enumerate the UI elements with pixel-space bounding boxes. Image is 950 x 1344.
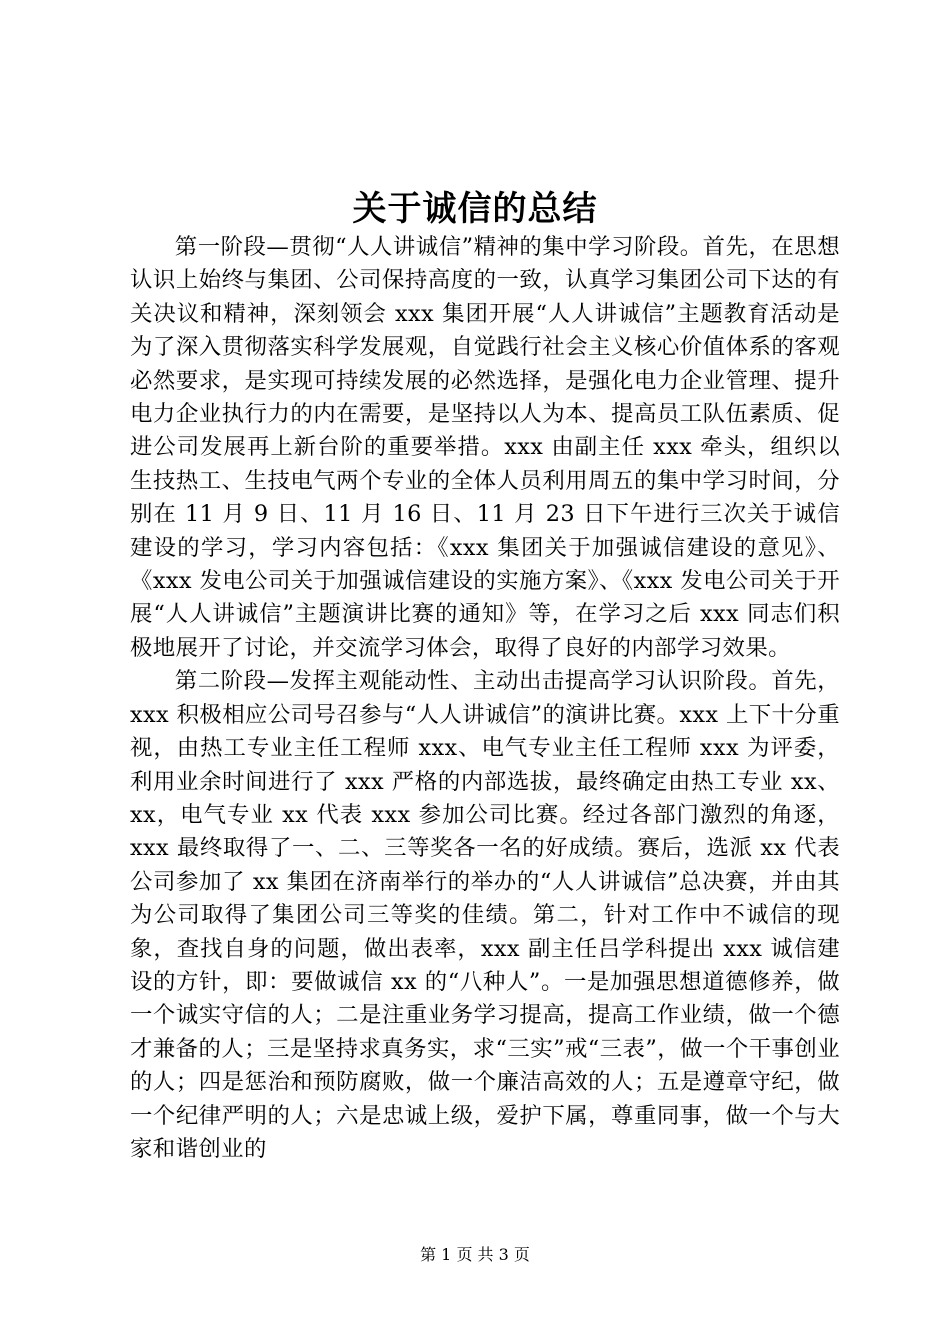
paragraph-1: 第一阶段—贯彻“人人讲诚信”精神的集中学习阶段。首先，在思想认识上始终与集团、公司保持高度的一致，认真学习集团公司下达的有关决议和精神，深刻领会 xxx 集团开展“人人讲诚信”主题教育活动是为了深入贯彻落实科学发展观，自觉践行社会主义核心价值体系的客观必然要求，是实现可持续发展的必然选择，是强化电力企业管理、提升电力企业执行力的内在需要，是坚持以人为本、提高员工队伍素质、促进公司发展再上新台阶的重要举措。xxx 由副主任 xxx 牵头，组织以生技热工、生技电气两个专业的全体人员利用周五的集中学习时间，分别在 11 月 9 日、11 月 16 日、11 月 23 日下午进行三次关于诚信建设的学习，学习内容包括：《xxx 集团关于加强诚信建设的意见》、《xxx 发电公司关于加强诚信建设的实施方案》、《xxx 发电公司关于开展“人人讲诚信”主题演讲比赛的通知》等，在学习之后 xxx 同志们积极地展开了讨论，并交流学习体会，取得了良好的内部学习效果。 (130, 234, 840, 661)
paragraph-2: 第二阶段—发挥主观能动性、主动出击提高学习认识阶段。首先，xxx 积极相应公司号召参与“人人讲诚信”的演讲比赛。xxx 上下十分重视，由热工专业主任工程师 xxx、电气专业主任工程师 xxx 为评委，利用业余时间进行了 xxx 严格的内部选拔，最终确定由热工专业 xx、xx，电气专业 xx 代表 xxx 参加公司比赛。经过各部门激烈的角逐，xxx 最终取得了一、二、三等奖各一名的好成绩。赛后，选派 xx 代表公司参加了 xx 集团在济南举行的举办的“人人讲诚信”总决赛，并由其为公司取得了集团公司三等奖的佳绩。第二，针对工作中不诚信的现象，查找自身的问题，做出表率，xxx 副主任吕学科提出 xxx 诚信建设的方针，即：要做诚信 xx 的“八种人”。一是加强思想道德修养，做一个诚实守信的人；二是注重业务学习提高，提高工作业绩，做一个德才兼备的人；三是坚持求真务实，求“三实”戒“三表”，做一个干事创业的人；四是惩治和预防腐败，做一个廉洁高效的人；五是遵章守纪，做一个纪律严明的人；六是忠诚上级，爱护下属，尊重同事，做一个与大家和谐创业的 (130, 668, 840, 1162)
document-body (130, 231, 840, 1166)
page-footer: 第 1 页 共 3 页 (420, 1245, 530, 1264)
document-title: 关于诚信的总结 (352, 189, 598, 229)
